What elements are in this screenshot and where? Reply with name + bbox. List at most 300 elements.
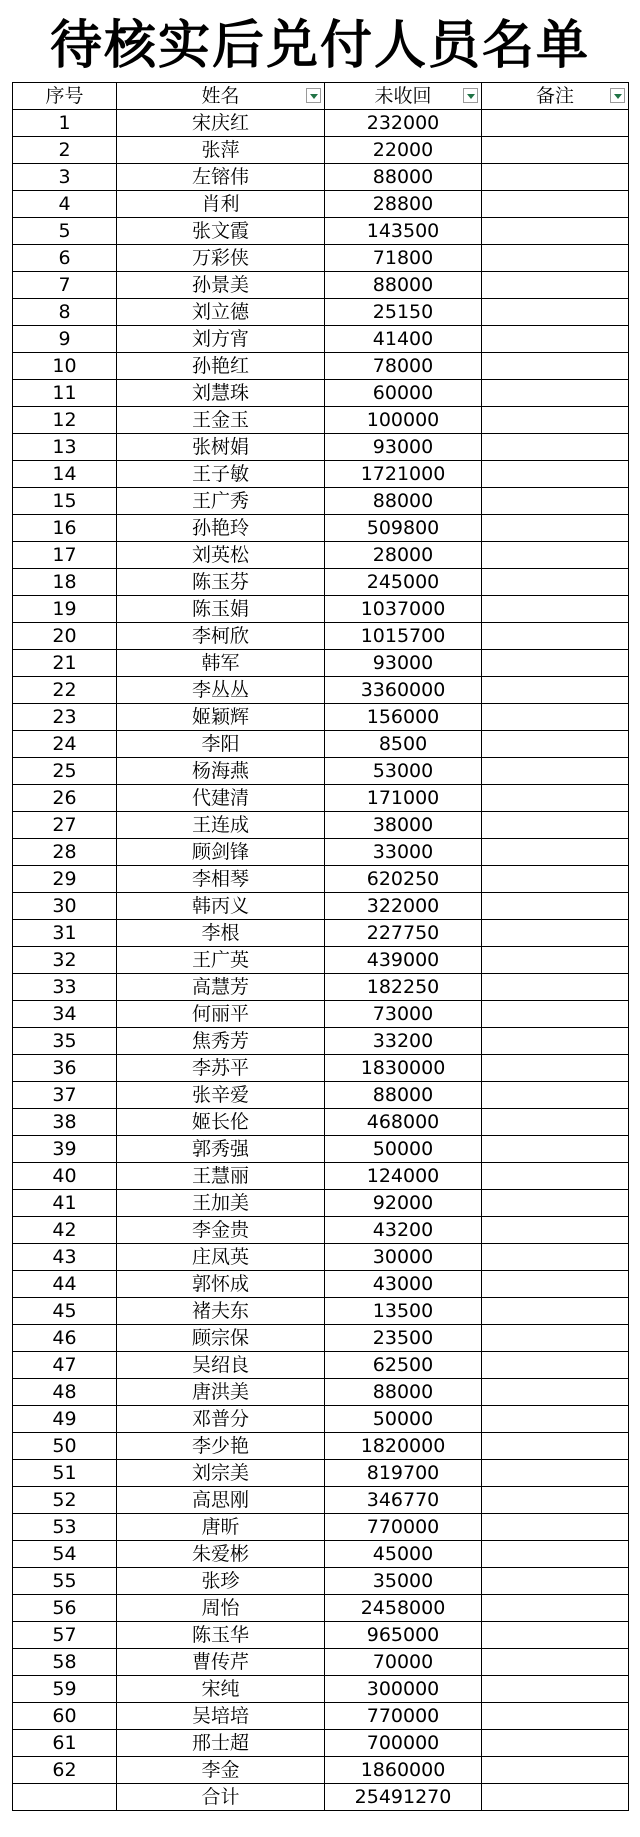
row-name-cell[interactable]: 郭怀成: [117, 1271, 325, 1298]
row-note-cell[interactable]: [482, 1676, 629, 1703]
row-no-cell[interactable]: 50: [13, 1433, 117, 1460]
row-no-cell[interactable]: 19: [13, 596, 117, 623]
row-amount-cell[interactable]: 45000: [325, 1541, 482, 1568]
row-no-cell[interactable]: 22: [13, 677, 117, 704]
table-row: [13, 542, 629, 569]
row-amount-cell[interactable]: 73000: [325, 1001, 482, 1028]
row-name-cell[interactable]: 庄凤英: [117, 1244, 325, 1271]
row-note-cell[interactable]: [482, 110, 629, 137]
row-amount-cell[interactable]: 100000: [325, 407, 482, 434]
row-name-cell[interactable]: 高思刚: [117, 1487, 325, 1514]
row-name-cell[interactable]: 李丛丛: [117, 677, 325, 704]
filter-dropdown-icon[interactable]: [463, 88, 478, 103]
row-note-cell[interactable]: [482, 1541, 629, 1568]
row-amount-cell[interactable]: 1721000: [325, 461, 482, 488]
row-name-cell[interactable]: 陈玉芬: [117, 569, 325, 596]
row-no-cell[interactable]: 2: [13, 137, 117, 164]
table-row: [13, 758, 629, 785]
table-row: [13, 1028, 629, 1055]
row-amount-cell[interactable]: 182250: [325, 974, 482, 1001]
row-note-cell[interactable]: [482, 515, 629, 542]
row-note-cell[interactable]: [482, 1001, 629, 1028]
row-no-cell[interactable]: 49: [13, 1406, 117, 1433]
row-no-cell[interactable]: 5: [13, 218, 117, 245]
row-note-cell[interactable]: [482, 245, 629, 272]
row-amount-cell[interactable]: 70000: [325, 1649, 482, 1676]
row-amount-cell[interactable]: 346770: [325, 1487, 482, 1514]
row-note-cell[interactable]: [482, 704, 629, 731]
row-amount-cell[interactable]: 770000: [325, 1703, 482, 1730]
row-amount-cell[interactable]: 620250: [325, 866, 482, 893]
table-row: [13, 1595, 629, 1622]
row-no-cell[interactable]: 57: [13, 1622, 117, 1649]
row-amount-cell[interactable]: 88000: [325, 488, 482, 515]
row-amount-cell[interactable]: 88000: [325, 1082, 482, 1109]
row-no-cell[interactable]: 37: [13, 1082, 117, 1109]
row-note-cell[interactable]: [482, 1325, 629, 1352]
row-no-cell[interactable]: 15: [13, 488, 117, 515]
row-no-cell[interactable]: 59: [13, 1676, 117, 1703]
row-amount-cell[interactable]: 1015700: [325, 623, 482, 650]
row-amount-cell[interactable]: 124000: [325, 1163, 482, 1190]
row-amount-cell[interactable]: 93000: [325, 650, 482, 677]
row-no-cell[interactable]: 17: [13, 542, 117, 569]
row-name-cell[interactable]: 顾宗保: [117, 1325, 325, 1352]
row-amount-cell[interactable]: 88000: [325, 164, 482, 191]
table-row: [13, 920, 629, 947]
row-name-cell[interactable]: 高慧芳: [117, 974, 325, 1001]
row-note-cell[interactable]: [482, 164, 629, 191]
row-amount-cell[interactable]: 50000: [325, 1406, 482, 1433]
row-no-cell[interactable]: 1: [13, 110, 117, 137]
row-name-cell[interactable]: 张文霞: [117, 218, 325, 245]
row-no-cell[interactable]: 54: [13, 1541, 117, 1568]
row-name-cell[interactable]: 李金贵: [117, 1217, 325, 1244]
table-row: [13, 1541, 629, 1568]
row-amount-cell[interactable]: 2458000: [325, 1595, 482, 1622]
row-note-cell[interactable]: [482, 839, 629, 866]
row-name-cell[interactable]: 孙艳红: [117, 353, 325, 380]
row-no-cell[interactable]: 31: [13, 920, 117, 947]
row-no-cell[interactable]: 34: [13, 1001, 117, 1028]
row-amount-cell[interactable]: 322000: [325, 893, 482, 920]
row-amount-cell[interactable]: 1820000: [325, 1433, 482, 1460]
row-note-cell[interactable]: [482, 1190, 629, 1217]
row-amount-cell[interactable]: 30000: [325, 1244, 482, 1271]
row-name-cell[interactable]: 王加美: [117, 1190, 325, 1217]
row-name-cell[interactable]: 刘立德: [117, 299, 325, 326]
row-name-cell[interactable]: 宋纯: [117, 1676, 325, 1703]
row-note-cell[interactable]: [482, 1757, 629, 1784]
row-amount-cell[interactable]: 965000: [325, 1622, 482, 1649]
row-note-cell[interactable]: [482, 542, 629, 569]
row-note-cell[interactable]: [482, 326, 629, 353]
row-name-cell[interactable]: 王广秀: [117, 488, 325, 515]
row-amount-cell[interactable]: 1860000: [325, 1757, 482, 1784]
row-name-cell[interactable]: 李金: [117, 1757, 325, 1784]
row-amount-cell[interactable]: 1037000: [325, 596, 482, 623]
table-row: [13, 245, 629, 272]
row-note-cell[interactable]: [482, 1217, 629, 1244]
row-no-cell[interactable]: 14: [13, 461, 117, 488]
row-no-cell[interactable]: 51: [13, 1460, 117, 1487]
row-note-cell[interactable]: [482, 1163, 629, 1190]
row-note-cell[interactable]: [482, 1595, 629, 1622]
table-row: [13, 110, 629, 137]
row-amount-cell[interactable]: 93000: [325, 434, 482, 461]
table-row: [13, 1352, 629, 1379]
table-row: [13, 731, 629, 758]
row-name-cell[interactable]: 顾剑锋: [117, 839, 325, 866]
row-no-cell[interactable]: 20: [13, 623, 117, 650]
row-amount-cell[interactable]: 38000: [325, 812, 482, 839]
row-note-cell[interactable]: [482, 1487, 629, 1514]
table-row: [13, 947, 629, 974]
row-note-cell[interactable]: [482, 488, 629, 515]
row-note-cell[interactable]: [482, 893, 629, 920]
row-name-cell[interactable]: 何丽平: [117, 1001, 325, 1028]
table-row: [13, 677, 629, 704]
row-no-cell[interactable]: 43: [13, 1244, 117, 1271]
row-note-cell[interactable]: [482, 1433, 629, 1460]
row-name-cell[interactable]: 李柯欣: [117, 623, 325, 650]
row-name-cell[interactable]: 邢士超: [117, 1730, 325, 1757]
row-note-cell[interactable]: [482, 650, 629, 677]
row-amount-cell[interactable]: 1830000: [325, 1055, 482, 1082]
row-note-cell[interactable]: [482, 947, 629, 974]
table-row: [13, 650, 629, 677]
table-row: [13, 1433, 629, 1460]
row-name-cell[interactable]: 李苏平: [117, 1055, 325, 1082]
row-note-cell[interactable]: [482, 1244, 629, 1271]
row-no-cell[interactable]: 35: [13, 1028, 117, 1055]
table-row: [13, 1136, 629, 1163]
row-note-cell[interactable]: [482, 866, 629, 893]
row-name-cell[interactable]: 陈玉娟: [117, 596, 325, 623]
row-name-cell[interactable]: 韩军: [117, 650, 325, 677]
row-name-cell[interactable]: 吴培培: [117, 1703, 325, 1730]
row-no-cell[interactable]: 23: [13, 704, 117, 731]
table-row: [13, 623, 629, 650]
row-no-cell[interactable]: 36: [13, 1055, 117, 1082]
row-amount-cell[interactable]: 41400: [325, 326, 482, 353]
row-amount-cell[interactable]: 819700: [325, 1460, 482, 1487]
row-no-cell[interactable]: 48: [13, 1379, 117, 1406]
row-no-cell[interactable]: 58: [13, 1649, 117, 1676]
row-no-cell[interactable]: 7: [13, 272, 117, 299]
row-note-cell[interactable]: [482, 461, 629, 488]
row-note-cell[interactable]: [482, 1514, 629, 1541]
row-amount-cell[interactable]: 22000: [325, 137, 482, 164]
row-name-cell[interactable]: 褚夫东: [117, 1298, 325, 1325]
row-no-cell[interactable]: 9: [13, 326, 117, 353]
row-name-cell[interactable]: 孙艳玲: [117, 515, 325, 542]
row-amount-cell[interactable]: 28000: [325, 542, 482, 569]
row-name-cell[interactable]: 万彩侠: [117, 245, 325, 272]
row-name-cell[interactable]: 周怡: [117, 1595, 325, 1622]
row-name-cell[interactable]: 代建清: [117, 785, 325, 812]
row-no-cell[interactable]: 40: [13, 1163, 117, 1190]
row-note-cell[interactable]: [482, 434, 629, 461]
row-no-cell[interactable]: 18: [13, 569, 117, 596]
row-name-cell[interactable]: 刘慧珠: [117, 380, 325, 407]
row-no-cell[interactable]: 6: [13, 245, 117, 272]
table-row: [13, 515, 629, 542]
row-name-cell[interactable]: 刘方宵: [117, 326, 325, 353]
row-amount-cell[interactable]: 62500: [325, 1352, 482, 1379]
table-row: [13, 218, 629, 245]
row-no-cell[interactable]: 46: [13, 1325, 117, 1352]
row-amount-cell[interactable]: 245000: [325, 569, 482, 596]
row-amount-cell[interactable]: 53000: [325, 758, 482, 785]
row-name-cell[interactable]: 唐洪美: [117, 1379, 325, 1406]
table-row: [13, 1730, 629, 1757]
row-amount-cell[interactable]: 60000: [325, 380, 482, 407]
row-name-cell[interactable]: 陈玉华: [117, 1622, 325, 1649]
table-row: [13, 1622, 629, 1649]
row-name-cell[interactable]: 姬长伦: [117, 1109, 325, 1136]
row-name-cell[interactable]: 焦秀芳: [117, 1028, 325, 1055]
table-row: [13, 488, 629, 515]
row-no-cell[interactable]: 21: [13, 650, 117, 677]
row-no-cell[interactable]: 47: [13, 1352, 117, 1379]
row-amount-cell[interactable]: 3360000: [325, 677, 482, 704]
row-note-cell[interactable]: [482, 1460, 629, 1487]
row-note-cell[interactable]: [482, 1298, 629, 1325]
table-row: [13, 272, 629, 299]
row-name-cell[interactable]: 郭秀强: [117, 1136, 325, 1163]
row-note-cell[interactable]: [482, 218, 629, 245]
row-name-cell[interactable]: 王连成: [117, 812, 325, 839]
row-note-cell[interactable]: [482, 1568, 629, 1595]
row-note-cell[interactable]: [482, 974, 629, 1001]
row-no-cell[interactable]: 29: [13, 866, 117, 893]
table-row: [13, 1271, 629, 1298]
table-row: [13, 1568, 629, 1595]
row-amount-cell[interactable]: 28800: [325, 191, 482, 218]
row-note-cell[interactable]: [482, 1136, 629, 1163]
row-no-cell[interactable]: 41: [13, 1190, 117, 1217]
row-note-cell[interactable]: [482, 1109, 629, 1136]
row-no-cell[interactable]: 30: [13, 893, 117, 920]
row-name-cell[interactable]: 刘英松: [117, 542, 325, 569]
row-note-cell[interactable]: [482, 758, 629, 785]
table-row: [13, 1001, 629, 1028]
row-amount-cell[interactable]: 43000: [325, 1271, 482, 1298]
row-amount-cell[interactable]: 43200: [325, 1217, 482, 1244]
row-note-cell[interactable]: [482, 920, 629, 947]
row-amount-cell[interactable]: 35000: [325, 1568, 482, 1595]
table-row: [13, 893, 629, 920]
table-row: [13, 407, 629, 434]
header-amount-label: 未收回: [374, 85, 432, 107]
row-no-cell[interactable]: 60: [13, 1703, 117, 1730]
row-name-cell[interactable]: 刘宗美: [117, 1460, 325, 1487]
row-name-cell[interactable]: 张萍: [117, 137, 325, 164]
row-name-cell[interactable]: 吴绍良: [117, 1352, 325, 1379]
row-name-cell[interactable]: 肖利: [117, 191, 325, 218]
row-amount-cell[interactable]: 439000: [325, 947, 482, 974]
row-note-cell[interactable]: [482, 1703, 629, 1730]
header-no-label: 序号: [45, 85, 84, 107]
row-no-cell[interactable]: 38: [13, 1109, 117, 1136]
data-table: [12, 82, 629, 1811]
header-name: [117, 83, 325, 110]
row-note-cell[interactable]: [482, 677, 629, 704]
row-no-cell[interactable]: 26: [13, 785, 117, 812]
row-note-cell[interactable]: [482, 731, 629, 758]
table-row: [13, 1406, 629, 1433]
row-no-cell[interactable]: 28: [13, 839, 117, 866]
row-name-cell[interactable]: 曹传芹: [117, 1649, 325, 1676]
row-no-cell[interactable]: 52: [13, 1487, 117, 1514]
row-name-cell[interactable]: 王金玉: [117, 407, 325, 434]
row-no-cell[interactable]: 33: [13, 974, 117, 1001]
row-no-cell[interactable]: 53: [13, 1514, 117, 1541]
header-no: [13, 83, 117, 110]
table-row: [13, 1298, 629, 1325]
row-name-cell[interactable]: 邓普分: [117, 1406, 325, 1433]
row-amount-cell[interactable]: 78000: [325, 353, 482, 380]
row-amount-cell[interactable]: 509800: [325, 515, 482, 542]
row-name-cell[interactable]: 张珍: [117, 1568, 325, 1595]
row-name-cell[interactable]: 孙景美: [117, 272, 325, 299]
row-amount-cell[interactable]: 23500: [325, 1325, 482, 1352]
table-row: [13, 353, 629, 380]
row-note-cell[interactable]: [482, 380, 629, 407]
total-note-cell[interactable]: [482, 1784, 629, 1811]
total-no-cell[interactable]: [13, 1784, 117, 1811]
row-amount-cell[interactable]: 156000: [325, 704, 482, 731]
row-name-cell[interactable]: 左镕伟: [117, 164, 325, 191]
row-name-cell[interactable]: 杨海燕: [117, 758, 325, 785]
row-note-cell[interactable]: [482, 596, 629, 623]
row-no-cell[interactable]: 42: [13, 1217, 117, 1244]
row-amount-cell[interactable]: 33000: [325, 839, 482, 866]
row-no-cell[interactable]: 11: [13, 380, 117, 407]
row-name-cell[interactable]: 王慧丽: [117, 1163, 325, 1190]
row-note-cell[interactable]: [482, 623, 629, 650]
row-name-cell[interactable]: 李根: [117, 920, 325, 947]
filter-dropdown-icon[interactable]: [306, 88, 321, 103]
row-note-cell[interactable]: [482, 1028, 629, 1055]
row-note-cell[interactable]: [482, 407, 629, 434]
row-amount-cell[interactable]: 13500: [325, 1298, 482, 1325]
row-note-cell[interactable]: [482, 812, 629, 839]
row-note-cell[interactable]: [482, 353, 629, 380]
row-amount-cell[interactable]: 71800: [325, 245, 482, 272]
filter-dropdown-icon[interactable]: [610, 88, 625, 103]
row-note-cell[interactable]: [482, 1055, 629, 1082]
row-no-cell[interactable]: 3: [13, 164, 117, 191]
row-name-cell[interactable]: 宋庆红: [117, 110, 325, 137]
row-amount-cell[interactable]: 8500: [325, 731, 482, 758]
row-no-cell[interactable]: 44: [13, 1271, 117, 1298]
row-amount-cell[interactable]: 227750: [325, 920, 482, 947]
row-note-cell[interactable]: [482, 191, 629, 218]
row-note-cell[interactable]: [482, 272, 629, 299]
row-name-cell[interactable]: 韩丙义: [117, 893, 325, 920]
row-no-cell[interactable]: 8: [13, 299, 117, 326]
row-no-cell[interactable]: 24: [13, 731, 117, 758]
row-amount-cell[interactable]: 700000: [325, 1730, 482, 1757]
row-no-cell[interactable]: 56: [13, 1595, 117, 1622]
row-name-cell[interactable]: 王子敏: [117, 461, 325, 488]
row-name-cell[interactable]: 姬颖辉: [117, 704, 325, 731]
row-no-cell[interactable]: 61: [13, 1730, 117, 1757]
row-amount-cell[interactable]: 88000: [325, 272, 482, 299]
row-name-cell[interactable]: 李少艳: [117, 1433, 325, 1460]
row-name-cell[interactable]: 李阳: [117, 731, 325, 758]
row-no-cell[interactable]: 27: [13, 812, 117, 839]
row-amount-cell[interactable]: 50000: [325, 1136, 482, 1163]
row-no-cell[interactable]: 16: [13, 515, 117, 542]
row-no-cell[interactable]: 55: [13, 1568, 117, 1595]
table-row: [13, 1676, 629, 1703]
row-note-cell[interactable]: [482, 137, 629, 164]
row-name-cell[interactable]: 张辛爱: [117, 1082, 325, 1109]
total-amount-cell[interactable]: 25491270: [325, 1784, 482, 1811]
row-no-cell[interactable]: 62: [13, 1757, 117, 1784]
row-note-cell[interactable]: [482, 1271, 629, 1298]
header-note: [482, 83, 629, 110]
row-no-cell[interactable]: 39: [13, 1136, 117, 1163]
row-no-cell[interactable]: 12: [13, 407, 117, 434]
row-no-cell[interactable]: 4: [13, 191, 117, 218]
row-amount-cell[interactable]: 232000: [325, 110, 482, 137]
row-name-cell[interactable]: 李相琴: [117, 866, 325, 893]
row-note-cell[interactable]: [482, 1379, 629, 1406]
row-name-cell[interactable]: 张树娟: [117, 434, 325, 461]
row-note-cell[interactable]: [482, 1730, 629, 1757]
row-note-cell[interactable]: [482, 569, 629, 596]
table-row: [13, 1190, 629, 1217]
row-note-cell[interactable]: [482, 1622, 629, 1649]
total-label-cell[interactable]: 合计: [117, 1784, 325, 1811]
row-amount-cell[interactable]: 770000: [325, 1514, 482, 1541]
row-note-cell[interactable]: [482, 299, 629, 326]
row-name-cell[interactable]: 朱爱彬: [117, 1541, 325, 1568]
row-amount-cell[interactable]: 88000: [325, 1379, 482, 1406]
row-no-cell[interactable]: 10: [13, 353, 117, 380]
table-row: [13, 1109, 629, 1136]
row-no-cell[interactable]: 45: [13, 1298, 117, 1325]
row-note-cell[interactable]: [482, 1406, 629, 1433]
row-amount-cell[interactable]: 143500: [325, 218, 482, 245]
row-amount-cell[interactable]: 33200: [325, 1028, 482, 1055]
row-amount-cell[interactable]: 92000: [325, 1190, 482, 1217]
page-title: 待核实后兑付人员名单: [49, 15, 590, 76]
table-row: [13, 1649, 629, 1676]
row-no-cell[interactable]: 25: [13, 758, 117, 785]
table-row: [13, 326, 629, 353]
header-name-label: 姓名: [201, 85, 240, 107]
row-note-cell[interactable]: [482, 1082, 629, 1109]
row-amount-cell[interactable]: 468000: [325, 1109, 482, 1136]
row-no-cell[interactable]: 13: [13, 434, 117, 461]
row-name-cell[interactable]: 王广英: [117, 947, 325, 974]
row-no-cell[interactable]: 32: [13, 947, 117, 974]
row-name-cell[interactable]: 唐昕: [117, 1514, 325, 1541]
row-note-cell[interactable]: [482, 1352, 629, 1379]
row-note-cell[interactable]: [482, 785, 629, 812]
row-amount-cell[interactable]: 300000: [325, 1676, 482, 1703]
row-amount-cell[interactable]: 25150: [325, 299, 482, 326]
row-note-cell[interactable]: [482, 1649, 629, 1676]
table-row: [13, 866, 629, 893]
table-row: [13, 299, 629, 326]
row-amount-cell[interactable]: 171000: [325, 785, 482, 812]
